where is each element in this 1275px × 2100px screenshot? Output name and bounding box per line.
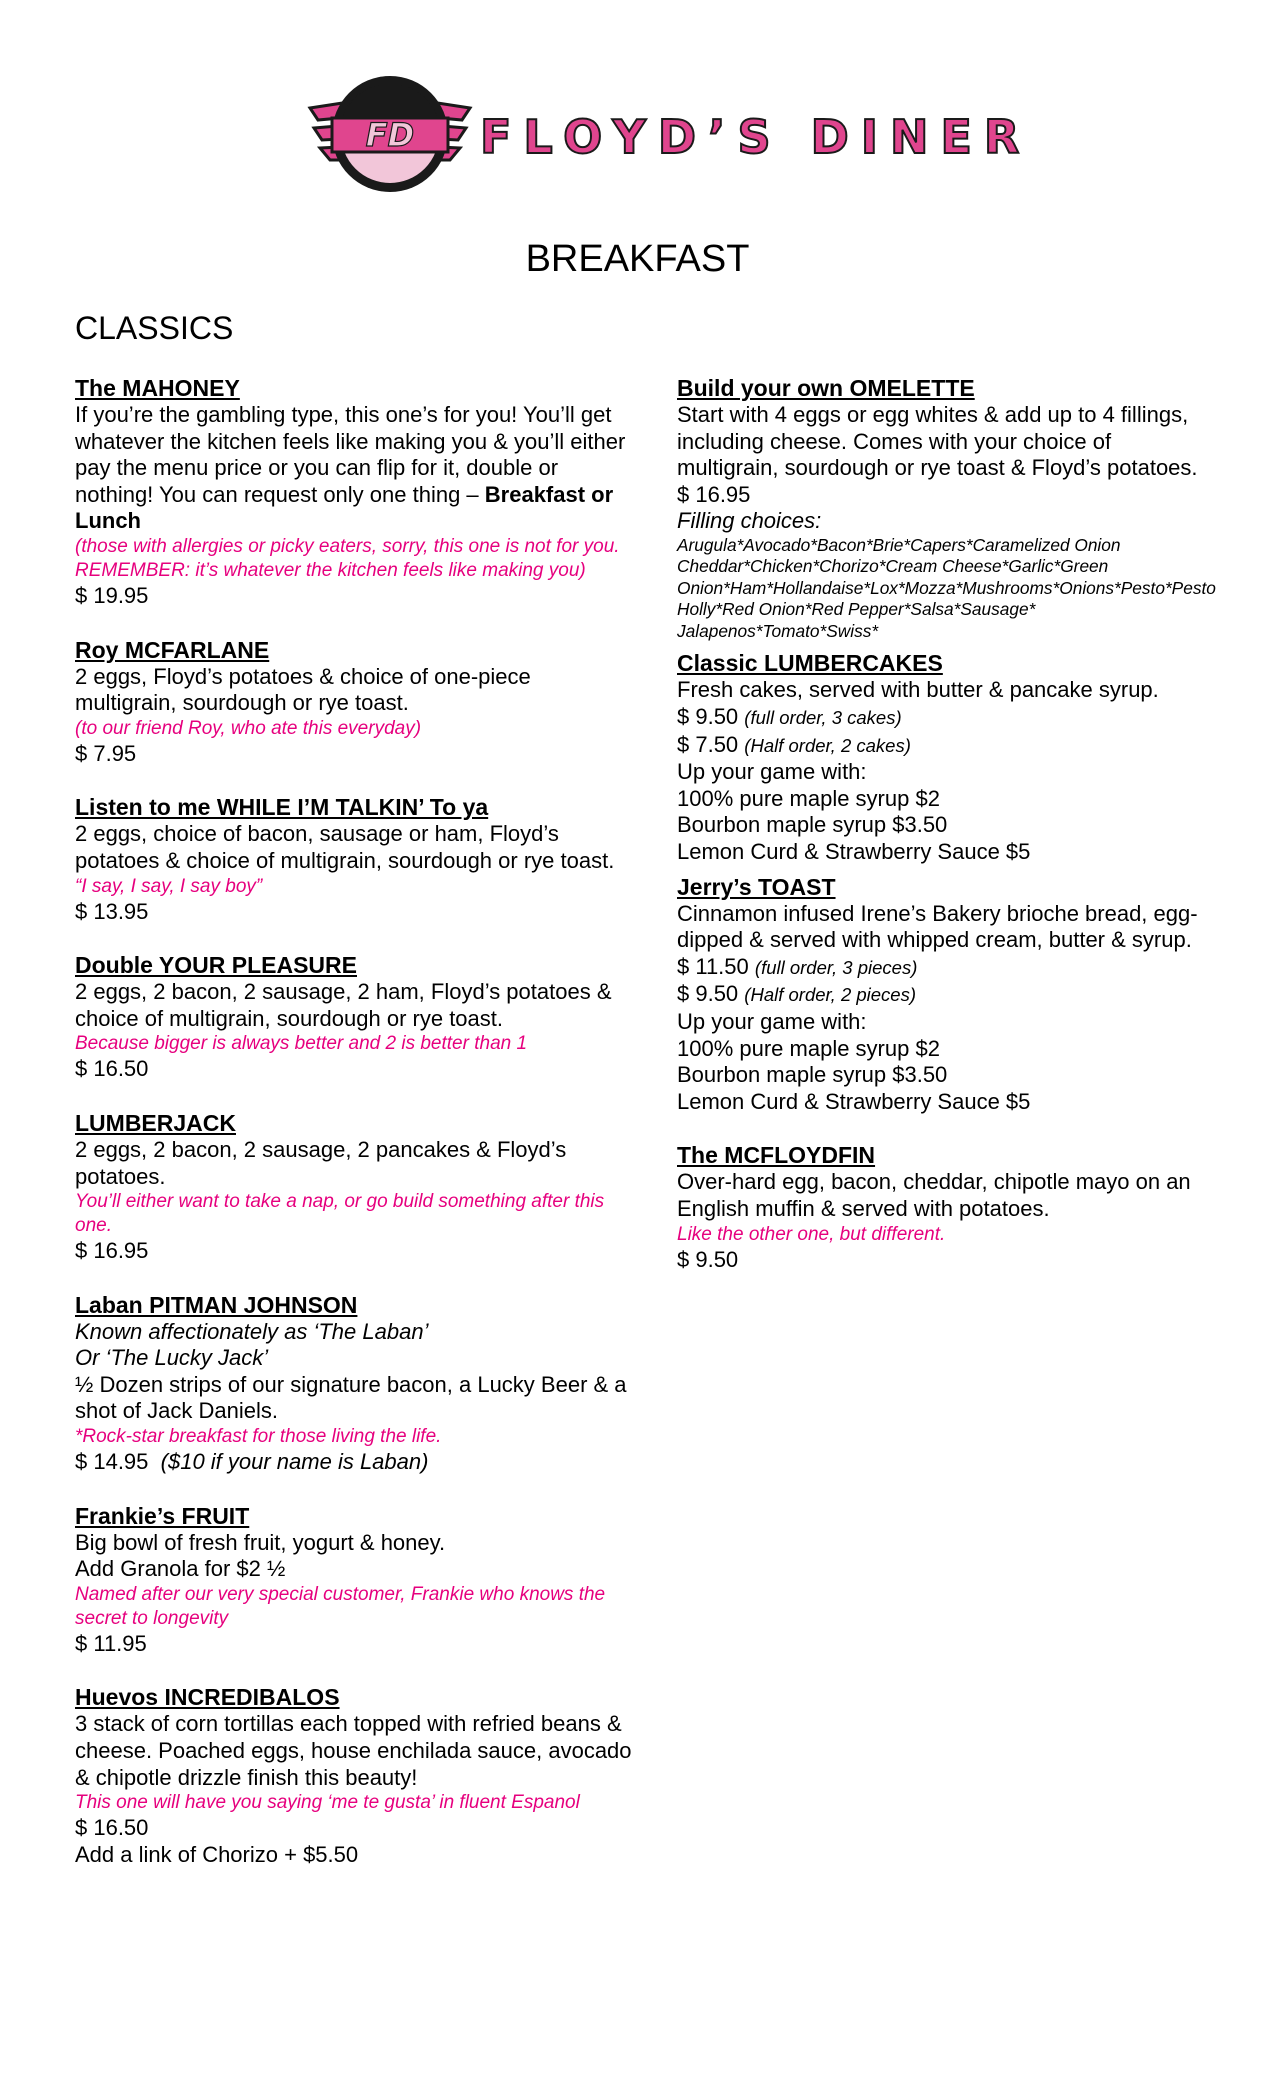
item-description: 2 eggs, Floyd’s potatoes & choice of one-piece multigrain, sourdough or rye toast. bbox=[75, 663, 531, 716]
item-price-full: $ 9.50 (full order, 3 cakes) bbox=[677, 704, 902, 730]
item-addon: Add a link of Chorizo + $5.50 bbox=[75, 1841, 359, 1867]
menu-item-mahoney bbox=[75, 375, 635, 610]
filling-label: Filling choices: bbox=[677, 508, 822, 534]
item-note: “I say, I say, I say boy” bbox=[75, 875, 263, 897]
menu-item-huevos-incredibalos bbox=[75, 1684, 635, 1868]
price-note: (Half order, 2 cakes) bbox=[744, 734, 911, 756]
right-menu-column bbox=[677, 375, 1216, 1300]
item-description-bold: Breakfast or Lunch bbox=[75, 481, 614, 534]
item-price: $ 19.95 bbox=[75, 582, 149, 608]
item-title: LUMBERJACK bbox=[75, 1109, 236, 1136]
section-title: BREAKFAST bbox=[525, 238, 750, 280]
menu-item-while-im-talkin bbox=[75, 794, 635, 925]
item-price: $ 13.95 bbox=[75, 898, 149, 924]
item-description: Fresh cakes, served with butter & pancake syrup. bbox=[677, 677, 1159, 703]
item-price-note: ($10 if your name is Laban) bbox=[160, 1449, 429, 1475]
item-note: (to our friend Roy, who ate this everyday) bbox=[75, 717, 422, 739]
item-title: The MCFLOYDFIN bbox=[677, 1142, 876, 1169]
menu-item-laban-pitman-johnson bbox=[75, 1292, 635, 1476]
diner-logo-emblem bbox=[300, 70, 480, 200]
upgrade-option: 100% pure maple syrup $2 bbox=[677, 785, 940, 811]
item-note: Because bigger is always better and 2 is better than 1 bbox=[75, 1033, 528, 1055]
menu-item-double-your-pleasure bbox=[75, 952, 635, 1083]
item-description: 3 stack of corn tortillas each topped with refried beans & cheese. Poached eggs, house enchilada sauce, avocado & chipotle drizzle finish this beauty! bbox=[75, 1711, 632, 1790]
diner-logo bbox=[300, 70, 1032, 200]
item-price: $ 11.95 bbox=[75, 1630, 147, 1656]
item-price: $ 14.95 bbox=[75, 1449, 149, 1475]
item-price-half: $ 9.50 (Half order, 2 pieces) bbox=[677, 981, 917, 1007]
item-note: Named after our very special customer, Frankie who knows the secret to longevity bbox=[75, 1583, 606, 1629]
item-title: Listen to me WHILE I’M TALKIN’ To ya bbox=[75, 794, 489, 821]
item-description: 2 eggs, choice of bacon, sausage or ham, Floyd’s potatoes & choice of multigrain, sourdough or rye toast. bbox=[75, 821, 615, 873]
item-title: Roy MCFARLANE bbox=[75, 636, 270, 663]
menu-item-lumberjack bbox=[75, 1110, 635, 1265]
item-description: Big bowl of fresh fruit, yogurt & honey. bbox=[75, 1529, 446, 1555]
upgrade-option: 100% pure maple syrup $2 bbox=[677, 1035, 940, 1061]
item-description: Start with 4 eggs or egg whites & add up to 4 fillings, including cheese. Comes with your choice of multigrain, sourdough or rye toast & Floyd’s potatoes. $ 16.95 bbox=[677, 402, 1198, 507]
item-title: Laban PITMAN JOHNSON bbox=[75, 1291, 358, 1318]
menu-item-lumbercakes bbox=[677, 650, 1207, 865]
price-note: (full order, 3 pieces) bbox=[754, 956, 918, 978]
item-note: (those with allergies or picky eaters, sorry, this one is not for you. REMEMBER: it’s whatever the kitchen feels like making you) bbox=[75, 535, 620, 581]
item-title: Double YOUR PLEASURE bbox=[75, 952, 357, 979]
item-aka: Known affectionately as ‘The Laban’ bbox=[75, 1318, 429, 1344]
upgrade-option: Lemon Curd & Strawberry Sauce $5 bbox=[677, 839, 1031, 865]
menu-item-jerrys-toast bbox=[677, 874, 1207, 1116]
price-note: (full order, 3 cakes) bbox=[744, 707, 902, 729]
item-price-row bbox=[75, 1449, 635, 1476]
item-title: Frankie’s FRUIT bbox=[75, 1502, 250, 1529]
upgrade-option: Lemon Curd & Strawberry Sauce $5 bbox=[677, 1088, 1031, 1114]
item-description: Cinnamon infused Irene’s Bakery brioche bread, egg-dipped & served with whipped cream, butter & syrup. bbox=[677, 900, 1198, 953]
upgrade-label: Up your game with: bbox=[677, 759, 867, 785]
item-description: ½ Dozen strips of our signature bacon, a Lucky Beer & a shot of Jack Daniels. bbox=[75, 1371, 627, 1424]
subsection-title: CLASSICS bbox=[75, 310, 234, 346]
item-title: The MAHONEY bbox=[75, 375, 240, 401]
diner-logo-initials: FD bbox=[365, 116, 415, 154]
item-description: Over-hard egg, bacon, cheddar, chipotle mayo on an English muffin & served with potatoes. bbox=[677, 1169, 1191, 1221]
item-description: 2 eggs, 2 bacon, 2 sausage, 2 pancakes & Floyd’s potatoes. bbox=[75, 1136, 567, 1189]
item-price: $ 7.95 bbox=[75, 740, 137, 766]
item-price: $ 16.50 bbox=[75, 1815, 149, 1841]
item-price: $ 16.95 bbox=[75, 1238, 149, 1264]
item-price-half: $ 7.50 (Half order, 2 cakes) bbox=[677, 731, 911, 757]
item-title: Classic LUMBERCAKES bbox=[677, 650, 943, 677]
upgrade-label: Up your game with: bbox=[677, 1009, 867, 1034]
diner-logo-text: FLOYD’S DINER bbox=[480, 110, 1032, 164]
item-title: Build your own OMELETTE bbox=[677, 375, 975, 401]
left-menu-column bbox=[75, 375, 635, 1895]
item-aka: Or ‘The Lucky Jack’ bbox=[75, 1345, 269, 1371]
menu-item-omelette bbox=[677, 375, 1216, 642]
upgrade-option: Bourbon maple syrup $3.50 bbox=[677, 1062, 948, 1088]
upgrade-option: Bourbon maple syrup $3.50 bbox=[677, 812, 948, 838]
item-price: $ 16.50 bbox=[75, 1056, 149, 1082]
menu-item-mcfloydfin bbox=[677, 1142, 1207, 1273]
price-note: (Half order, 2 pieces) bbox=[744, 984, 917, 1006]
item-description: 2 eggs, 2 bacon, 2 sausage, 2 ham, Floyd’s potatoes & choice of multigrain, sourdough or rye toast. bbox=[75, 979, 612, 1031]
item-title: Jerry’s TOAST bbox=[677, 873, 836, 900]
menu-item-frankies-fruit bbox=[75, 1503, 635, 1658]
item-description: If you’re the gambling type, this one’s for you! You’ll get whatever the kitchen feels like making you & you’ll either pay the menu price or you can flip for it, double or nothing! You can request only one thing – Breakfast or Lunch bbox=[75, 402, 626, 534]
item-note: *Rock-star breakfast for those living the life. bbox=[75, 1426, 442, 1448]
item-note: This one will have you saying ‘me te gusta’ in fluent Espanol bbox=[75, 1792, 580, 1814]
filling-list: Arugula*Avocado*Bacon*Brie*Capers*Caramelized Onion Cheddar*Chicken*Chorizo*Cream Cheese*Garlic*Green Onion*Ham*Hollandaise*Lox*Mozza*Mushrooms*Onions*Pesto*Pesto Holly*Red Onion*Red Pepper*Salsa*Sausage* Jalapenos*Tomato*Swiss* bbox=[677, 534, 1216, 641]
menu-item-roy-mcfarlane bbox=[75, 637, 635, 768]
item-note: You’ll either want to take a nap, or go build something after this one. bbox=[75, 1191, 605, 1237]
item-addon: Add Granola for $2 ½ bbox=[75, 1556, 286, 1582]
item-price-full: $ 11.50 (full order, 3 pieces) bbox=[677, 953, 918, 979]
item-price: $ 9.50 bbox=[677, 1246, 739, 1272]
item-title: Huevos INCREDIBALOS bbox=[75, 1684, 340, 1711]
item-note: Like the other one, but different. bbox=[677, 1223, 946, 1245]
